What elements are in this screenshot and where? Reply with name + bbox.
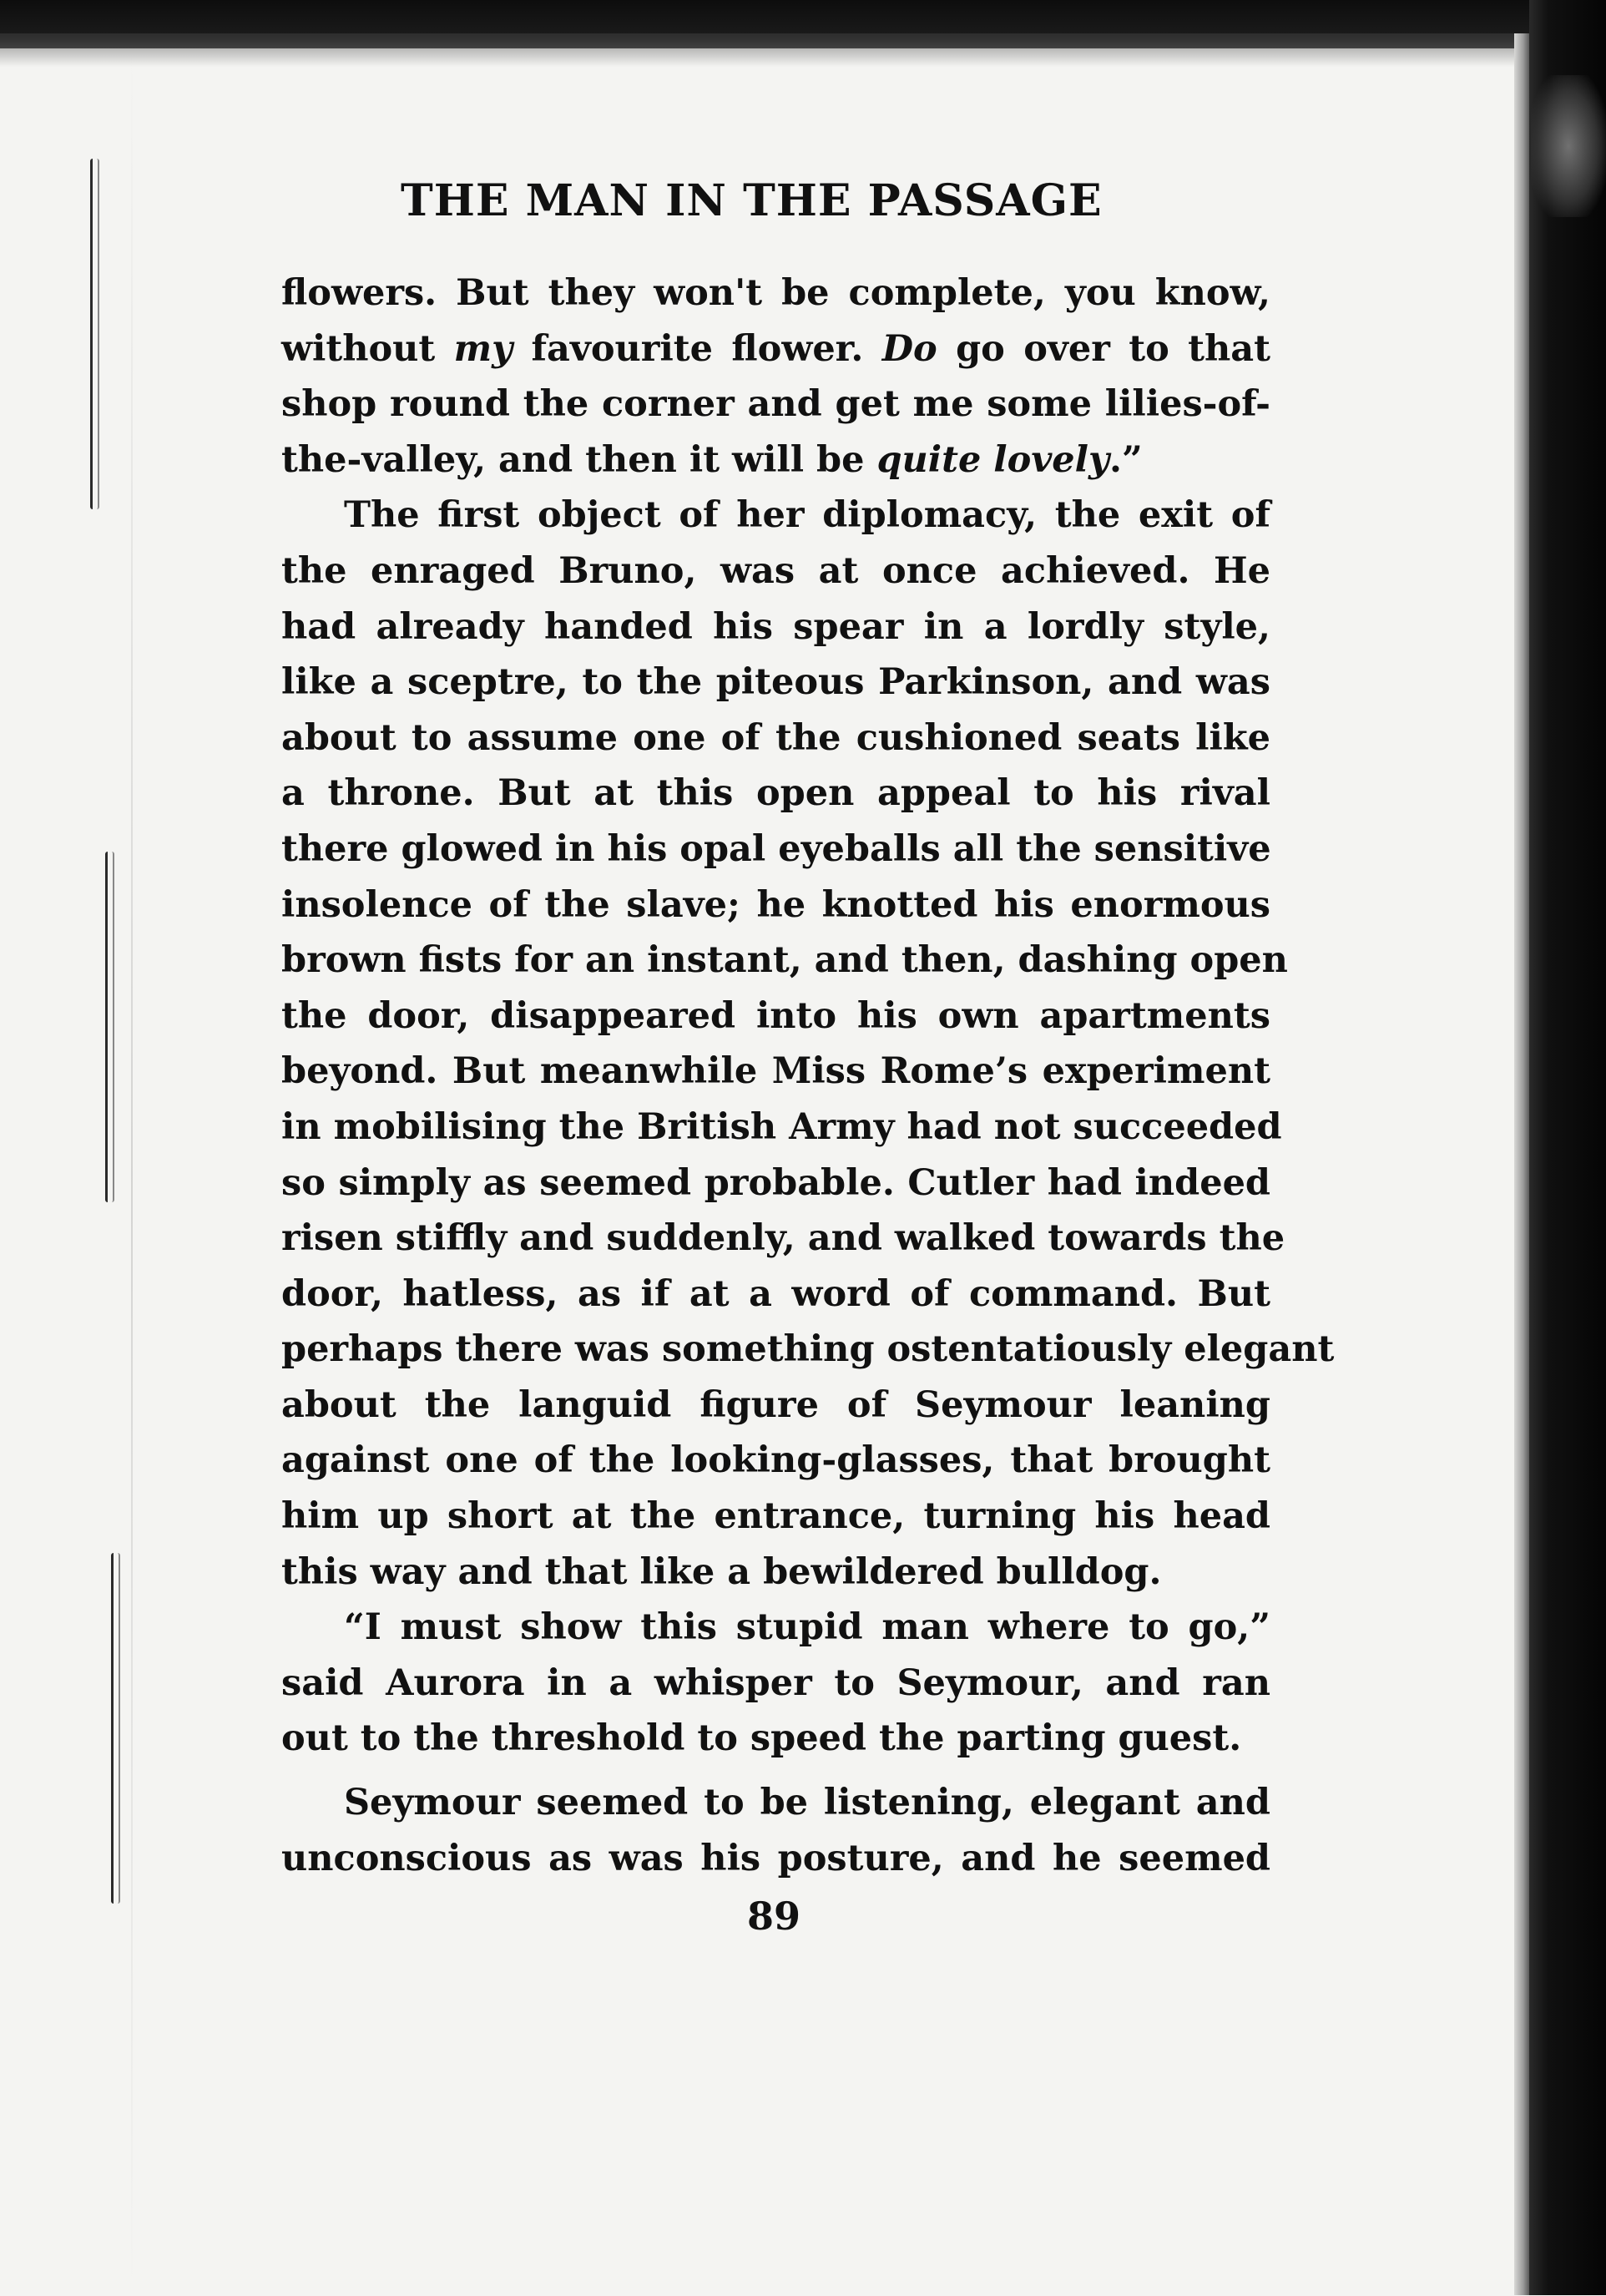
- gutter-shadow: [131, 50, 133, 2296]
- paragraph-gap: [281, 1767, 1270, 1775]
- text-segment: “I must show this stupid man where to go,”: [344, 1606, 1270, 1649]
- scan-shadow-top: [0, 33, 1606, 67]
- binding-stitch: [105, 852, 114, 1202]
- text-segment: risen stiffly and suddenly, and walked towards the: [281, 1217, 1285, 1260]
- text-segment: a throne. But at this open appeal to his rival: [281, 772, 1270, 815]
- italic-text: my: [453, 327, 513, 370]
- text-segment: beyond. But meanwhile Miss Rome’s experiment: [281, 1050, 1270, 1093]
- text-line: [281, 989, 1270, 1044]
- scan-border-right: [1529, 0, 1606, 2295]
- text-segment: in mobilising the British Army had not succeeded: [281, 1105, 1282, 1148]
- running-header: THE MAN IN THE PASSAGE: [401, 175, 1103, 226]
- text-segment: him up short at the entrance, turning his head: [281, 1495, 1270, 1538]
- text-line: [281, 321, 1270, 377]
- text-segment: there glowed in his opal eyeballs all the sensitive: [281, 827, 1271, 870]
- italic-text: Do: [881, 327, 937, 370]
- text-line: [281, 1322, 1335, 1378]
- text-segment: The first object of her diplomacy, the exit of: [344, 494, 1270, 537]
- text-segment: the enraged Bruno, was at once achieved. He: [281, 549, 1270, 592]
- text-segment: without: [281, 327, 454, 370]
- text-line: [281, 1656, 1270, 1712]
- text-segment: favourite flower.: [513, 327, 882, 370]
- text-line: [281, 711, 1270, 766]
- text-segment: insolence of the slave; he knotted his enormous: [281, 883, 1270, 926]
- text-line: [281, 1600, 1270, 1656]
- binding-stitch: [90, 159, 99, 509]
- text-segment: unconscious as was his posture, and he seemed: [281, 1837, 1270, 1879]
- text-segment: brown fists for an instant, and then, dashing open: [281, 939, 1288, 982]
- text-segment: this way and that like a bewildered bulldog.: [281, 1550, 1162, 1593]
- text-segment: the door, disappeared into his own apartments: [281, 994, 1270, 1037]
- italic-text: quite lovely: [876, 438, 1109, 481]
- body-text: [281, 266, 1335, 1886]
- text-line: [281, 877, 1270, 933]
- text-line: [281, 599, 1270, 655]
- text-line: [281, 1433, 1270, 1489]
- text-line: [281, 1545, 1270, 1601]
- text-line: [281, 1831, 1270, 1887]
- text-line: [281, 488, 1270, 544]
- page-edge: [1514, 33, 1529, 2295]
- text-line: [281, 1100, 1282, 1156]
- scan-stain: [1531, 75, 1606, 217]
- text-line: [281, 1489, 1270, 1545]
- text-segment: like a sceptre, to the piteous Parkinson, and was: [281, 661, 1270, 704]
- text-line: [281, 1711, 1270, 1767]
- text-line: [281, 822, 1270, 877]
- text-line: [281, 766, 1270, 822]
- text-segment: against one of the looking-glasses, that brought: [281, 1439, 1270, 1482]
- text-line: [281, 1044, 1270, 1100]
- binding-stitch: [111, 1553, 120, 1904]
- text-line: [281, 432, 1270, 488]
- text-segment: so simply as seemed probable. Cutler had indeed: [281, 1161, 1270, 1204]
- text-line: [281, 655, 1270, 711]
- text-segment: had already handed his spear in a lordly style,: [281, 605, 1270, 648]
- text-line: [281, 1267, 1270, 1322]
- text-segment: .”: [1109, 438, 1143, 481]
- text-segment: go over to that: [937, 327, 1270, 370]
- text-line: [281, 933, 1288, 989]
- text-line: [281, 1378, 1270, 1434]
- text-segment: perhaps there was something ostentatiously elegant: [281, 1328, 1335, 1371]
- text-segment: door, hatless, as if at a word of command. But: [281, 1272, 1270, 1315]
- text-segment: out to the threshold to speed the parting guest.: [281, 1717, 1242, 1760]
- page-number: 89: [747, 1894, 801, 1939]
- text-line: [281, 1211, 1285, 1267]
- text-line: [281, 1156, 1270, 1211]
- text-line: [281, 544, 1270, 599]
- text-line: [281, 1775, 1270, 1831]
- text-line: [281, 377, 1270, 432]
- text-segment: Seymour seemed to be listening, elegant and: [344, 1782, 1270, 1824]
- text-segment: flowers. But they won't be complete, you know,: [281, 272, 1270, 314]
- text-segment: shop round the corner and get me some lilies-of-: [281, 383, 1270, 426]
- text-segment: said Aurora in a whisper to Seymour, and ran: [281, 1661, 1270, 1704]
- text-segment: the-valley, and then it will be: [281, 438, 877, 481]
- text-segment: about to assume one of the cushioned seats like: [281, 716, 1270, 759]
- text-line: [281, 266, 1270, 321]
- text-segment: about the languid figure of Seymour leaning: [281, 1383, 1270, 1426]
